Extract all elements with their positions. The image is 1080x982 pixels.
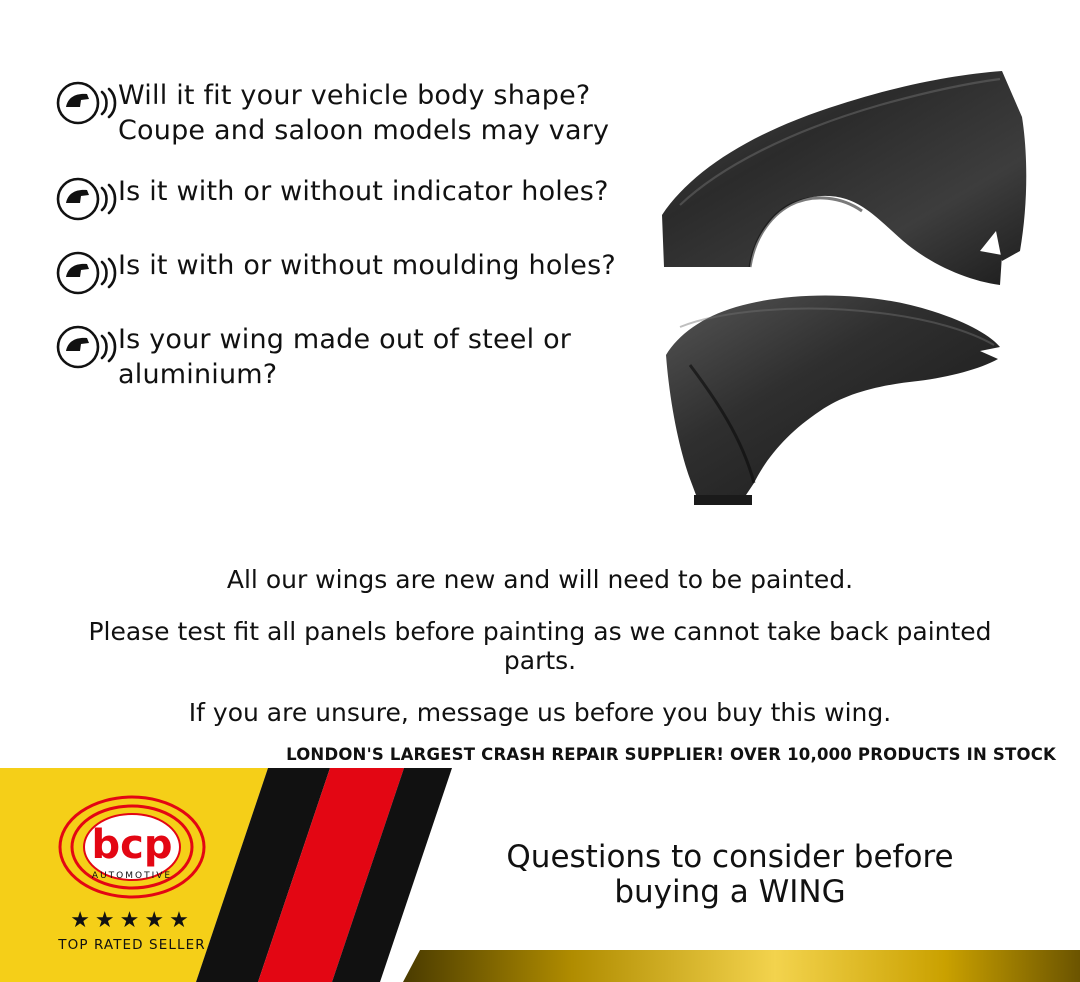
car-wing-panel-top <box>662 71 1026 285</box>
car-wing-sound-icon <box>56 80 118 126</box>
list-item <box>56 322 666 392</box>
car-wing-sound-icon <box>56 250 118 296</box>
question-text: Is your wing made out of steel or aluminium? <box>118 324 572 391</box>
product-image-group <box>650 55 1060 525</box>
bottom-banner <box>0 768 1080 982</box>
svg-text:AUTOMOTIVE: AUTOMOTIVE <box>91 871 173 881</box>
notes-block <box>0 565 1080 749</box>
banner-title <box>400 840 1060 909</box>
car-wing-sound-icon <box>56 324 118 370</box>
banner-title-line1: Questions to consider before <box>506 839 954 875</box>
note-line: Please test fit all panels before painting as we cannot take back painted parts. <box>88 616 992 675</box>
list-item <box>56 174 666 222</box>
question-text: Is it with or without indicator holes? <box>118 176 609 208</box>
logo-tagline: TOP RATED SELLER <box>58 937 206 953</box>
questions-list <box>56 78 666 418</box>
banner-title-line2: buying a WING <box>614 873 846 910</box>
note-line: All our wings are new and will need to be painted. <box>226 565 854 594</box>
bcp-logo-icon <box>32 792 232 912</box>
note-line: If you are unsure, message us before you buy this wing. <box>188 697 892 727</box>
list-item <box>56 248 666 296</box>
question-text: Will it fit your vehicle body shape? Coupe and saloon models may vary <box>118 80 610 147</box>
list-item <box>56 78 666 148</box>
car-wing-sound-icon <box>56 176 118 222</box>
question-text: Is it with or without moulding holes? <box>118 250 616 282</box>
car-wing-panel-bottom <box>666 295 1000 505</box>
promo-strip-text: LONDON'S LARGEST CRASH REPAIR SUPPLIER! OVER 10,000 PRODUCTS IN STOCK <box>286 745 1056 764</box>
brand-logo <box>22 792 242 972</box>
svg-text:bcp: bcp <box>91 822 173 868</box>
rating-stars: ★★★★★ <box>70 908 194 933</box>
